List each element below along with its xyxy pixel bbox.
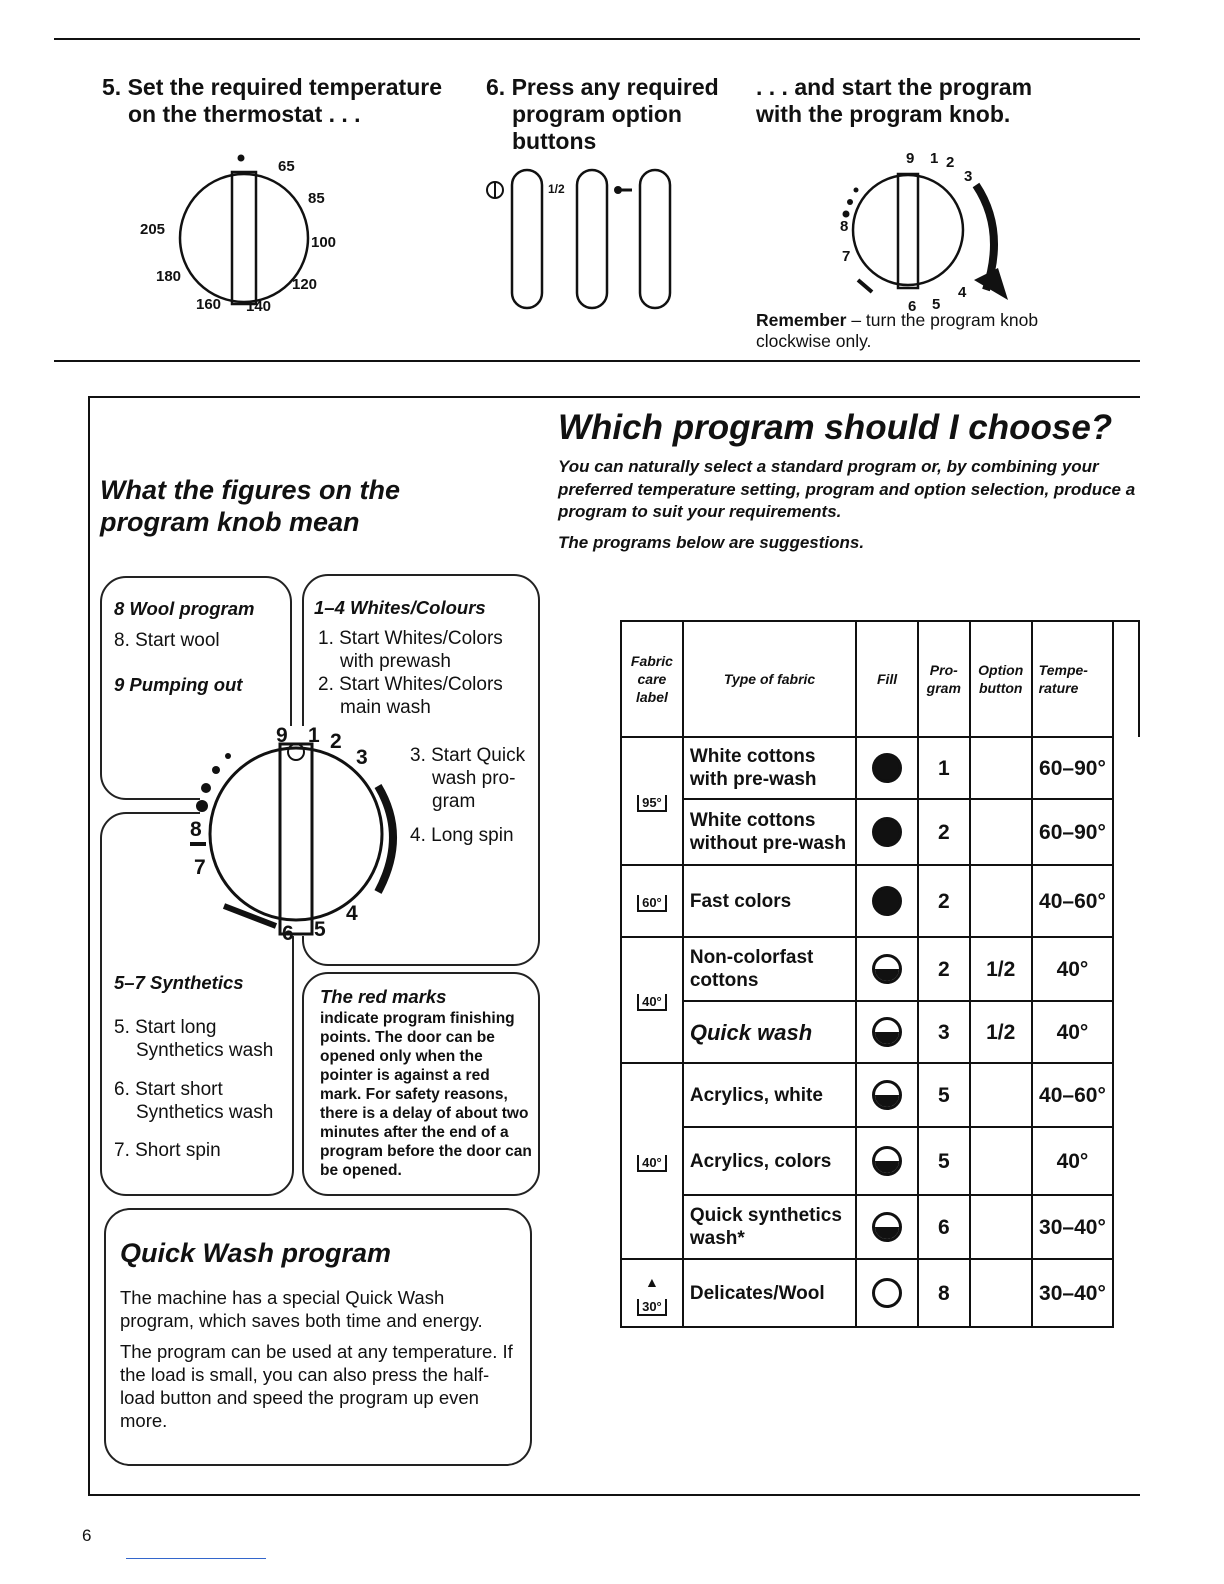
quick-wash-box <box>104 1208 532 1466</box>
red-marks-text: indicate program finishing points. The door can be opened only when the pointer is against a red mark. For safety reasons, there is a delay of about two minutes after the end of a program before the door can be opened. <box>320 1010 532 1179</box>
row-program: 2 <box>918 937 970 1001</box>
half-load-label: 1/2 <box>548 182 565 196</box>
wool-item: 8. Start wool <box>114 630 220 651</box>
lower-frame-left <box>88 396 90 1496</box>
header-option: Option button <box>970 621 1032 737</box>
header-program: Pro-gram <box>918 621 970 737</box>
knob-large-1: 1 <box>308 724 320 747</box>
row-type: Quick synthetics wash* <box>683 1195 856 1259</box>
handwash-icon: ▲ <box>645 1273 659 1290</box>
row-temp: 60–90° <box>1032 737 1114 799</box>
left-heading: What the figures on the program knob mean <box>100 475 400 537</box>
header-spacer <box>1113 621 1139 737</box>
quick-wash-p1: The machine has a special Quick Wash program, which saves both time and energy. <box>120 1287 483 1331</box>
table-row <box>621 737 1139 799</box>
quick-wash-p2: The program can be used at any temperature. If the load is small, you can also press the half-load button and speed the program up even more. <box>120 1341 513 1431</box>
knob-top-7: 7 <box>842 248 851 265</box>
table-row <box>621 865 1139 937</box>
knob-large-2: 2 <box>330 730 342 753</box>
table-row <box>621 1259 1139 1327</box>
row-program: 1 <box>918 737 970 799</box>
fill-half-icon <box>872 954 902 984</box>
knob-top-4: 4 <box>958 284 967 301</box>
row-program: 8 <box>918 1259 970 1327</box>
row-option <box>970 1259 1032 1327</box>
row-option: 1/2 <box>970 937 1032 1001</box>
step-6-heading: 6. Press any required program option buttons <box>486 74 719 154</box>
row-program: 2 <box>918 865 970 937</box>
care-label-40: 40° <box>637 994 667 1011</box>
synthetics-item-6: 6. Start short Synthetics wash <box>114 1079 274 1123</box>
care-label-30: 30° <box>637 1299 667 1316</box>
red-marks-box <box>302 972 540 1196</box>
program-table <box>620 620 1140 1328</box>
table-row <box>621 799 1139 865</box>
synthetics-heading: 5–7 Synthetics <box>114 972 244 993</box>
care-label-95: 95° <box>637 795 667 812</box>
thermostat-label-140: 140 <box>246 298 272 315</box>
row-option <box>970 1063 1032 1127</box>
knob-top-1: 1 <box>930 150 939 167</box>
fill-half-icon <box>872 1017 902 1047</box>
whites-item-2: 2. Start Whites/Colors main wash <box>318 674 503 718</box>
knob-top-5: 5 <box>932 296 941 313</box>
thermostat-label-85: 85 <box>308 190 325 207</box>
remember-note: Remember – turn the program knob clockwise only. <box>756 310 1039 351</box>
row-temp: 30–40° <box>1032 1259 1114 1327</box>
row-type: Acrylics, colors <box>683 1127 856 1195</box>
row-type: Quick wash <box>683 1001 856 1063</box>
wool-heading: 8 Wool program <box>114 598 255 619</box>
program-knob-icon <box>836 150 1046 310</box>
whites-heading: 1–4 Whites/Colours <box>314 597 486 618</box>
table-row <box>621 1195 1139 1259</box>
row-program: 3 <box>918 1001 970 1063</box>
option-buttons-icon <box>484 168 684 313</box>
synthetics-item-7: 7. Short spin <box>114 1140 221 1161</box>
lower-frame-bottom <box>88 1494 1140 1496</box>
row-option <box>970 737 1032 799</box>
fill-half-icon <box>872 1080 902 1110</box>
program-knob-large-icon <box>180 716 410 946</box>
whites-item-3: 3. Start Quick wash pro- gram <box>410 745 526 812</box>
thermostat-label-160: 160 <box>196 296 222 313</box>
knob-top-9: 9 <box>906 150 915 167</box>
fill-half-icon <box>872 1146 902 1176</box>
row-option: 1/2 <box>970 1001 1032 1063</box>
fill-half-icon <box>872 1212 902 1242</box>
fill-full-icon <box>872 753 902 783</box>
row-option <box>970 799 1032 865</box>
table-row <box>621 937 1139 1001</box>
thermostat-label-100: 100 <box>311 234 337 251</box>
whites-item-1: 1. Start Whites/Colors with prewash <box>318 628 503 672</box>
knob-top-6: 6 <box>908 298 917 315</box>
table-row <box>621 1127 1139 1195</box>
row-program: 5 <box>918 1127 970 1195</box>
row-temp: 40° <box>1032 1127 1114 1195</box>
thermostat-label-180: 180 <box>156 268 182 285</box>
knob-top-8: 8 <box>840 218 849 235</box>
mid-rule <box>54 360 1140 362</box>
knob-large-3: 3 <box>356 746 368 769</box>
row-temp: 40–60° <box>1032 1063 1114 1127</box>
row-option <box>970 1195 1032 1259</box>
row-program: 6 <box>918 1195 970 1259</box>
knob-large-7: 7 <box>194 856 206 879</box>
thermostat-label-65: 65 <box>278 158 295 175</box>
knob-large-9: 9 <box>276 724 288 747</box>
knob-large-5: 5 <box>314 918 326 941</box>
row-type: Non-colorfast cottons <box>683 937 856 1001</box>
pumping-heading: 9 Pumping out <box>114 674 243 695</box>
table-row <box>621 1063 1139 1127</box>
fill-empty-icon <box>872 1278 902 1308</box>
row-option <box>970 1127 1032 1195</box>
fill-full-icon <box>872 817 902 847</box>
row-type: Acrylics, white <box>683 1063 856 1127</box>
page-number: 6 <box>82 1526 92 1545</box>
knob-large-8: 8 <box>190 818 202 841</box>
row-program: 2 <box>918 799 970 865</box>
table-row <box>621 1001 1139 1063</box>
header-type: Type of fabric <box>683 621 856 737</box>
page-title: Which program should I choose? <box>558 408 1113 447</box>
header-temp: Tempe-rature <box>1032 621 1114 737</box>
table-header-row <box>621 621 1139 737</box>
row-temp: 40° <box>1032 937 1114 1001</box>
header-fill: Fill <box>856 621 918 737</box>
thermostat-label-120: 120 <box>292 276 318 293</box>
row-temp: 60–90° <box>1032 799 1114 865</box>
knob-top-2: 2 <box>946 154 955 171</box>
knob-large-6: 6 <box>282 922 294 945</box>
top-rule <box>54 38 1140 40</box>
whites-item-4: 4. Long spin <box>410 825 514 846</box>
fill-full-icon <box>872 886 902 916</box>
step-7-heading: . . . and start the program with the program knob. <box>756 74 1033 127</box>
header-care: Fabric care label <box>621 621 683 737</box>
thermostat-label-205: 205 <box>140 221 166 238</box>
knob-large-4: 4 <box>346 902 358 925</box>
intro-text: You can naturally select a standard program or, by combining your preferred temperature setting, program and option selection, produce a program to suit your requirements. The programs below are suggestions. <box>558 457 1136 552</box>
red-marks-heading: The red marks <box>320 986 447 1007</box>
row-temp: 40–60° <box>1032 865 1114 937</box>
row-option <box>970 865 1032 937</box>
knob-top-3: 3 <box>964 168 973 185</box>
row-type: White cottons without pre-wash <box>683 799 856 865</box>
step-5-heading: 5. Set the required temperature on the thermostat . . . <box>102 74 442 127</box>
care-label-40-synthetic: 40° <box>637 1155 667 1172</box>
row-type: Delicates/Wool <box>683 1259 856 1327</box>
row-temp: 40° <box>1032 1001 1114 1063</box>
care-label-60: 60° <box>637 895 667 912</box>
footer-link-rule <box>126 1558 266 1559</box>
lower-frame-top <box>88 396 1140 398</box>
row-program: 5 <box>918 1063 970 1127</box>
row-temp: 30–40° <box>1032 1195 1114 1259</box>
synthetics-item-5: 5. Start long Synthetics wash <box>114 1017 274 1061</box>
quick-wash-title: Quick Wash program <box>120 1238 392 1268</box>
row-type: White cottons with pre-wash <box>683 737 856 799</box>
row-type: Fast colors <box>683 865 856 937</box>
